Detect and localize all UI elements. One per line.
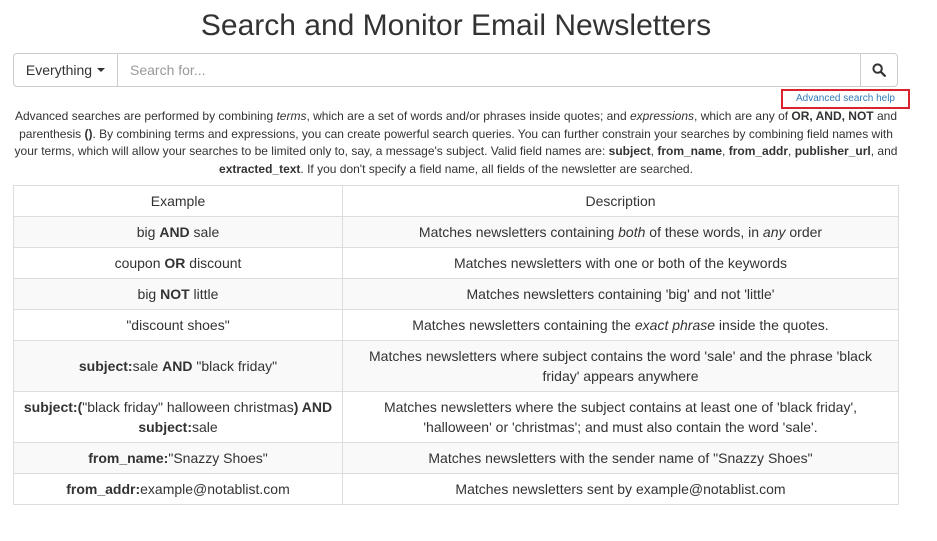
table-row	[14, 279, 899, 310]
description-cell: Matches newsletters where the subject contains at least one of 'black friday', 'halloween' or 'christmas'; and must also contain the word 'sale'.	[343, 392, 899, 443]
search-bar	[13, 53, 898, 87]
advanced-search-description: Advanced searches are performed by combining terms, which are a set of words and/or phrases inside quotes; and expressions, which are any of OR, AND, NOT and parenthesis (). By combining terms and expressions, you can create powerful search queries. You can further constrain your searches by combining field names with your terms, which will allow your searches to be limited only to, say, a message's subject. Valid field names are: subject, from_name, from_addr, publisher_url, and extracted_text. If you don't specify a field name, all fields of the newsletter are searched.	[14, 109, 898, 176]
table-row	[14, 248, 899, 279]
example-cell: "discount shoes"	[14, 310, 343, 341]
description-cell: Matches newsletters containing both of these words, in any order	[343, 217, 899, 248]
example-cell: from_name:"Snazzy Shoes"	[14, 443, 343, 474]
example-cell: big AND sale	[14, 217, 343, 248]
page-title: Search and Monitor Email Newsletters	[200, 9, 712, 42]
description-cell: Matches newsletters containing the exact phrase inside the quotes.	[343, 310, 899, 341]
table-row	[14, 341, 899, 392]
table-header-row	[14, 186, 899, 217]
table-row	[14, 474, 899, 505]
example-cell: big NOT little	[14, 279, 343, 310]
column-header-description: Description	[343, 186, 899, 217]
table-row	[14, 443, 899, 474]
example-cell: subject:("black friday" halloween christmas) AND subject:sale	[14, 392, 343, 443]
table-row	[14, 217, 899, 248]
search-button[interactable]	[860, 53, 898, 87]
description-cell: Matches newsletters sent by example@notablist.com	[343, 474, 899, 505]
table-row	[14, 392, 899, 443]
search-icon	[872, 63, 886, 77]
scope-dropdown-button[interactable]	[13, 53, 118, 87]
description-cell: Matches newsletters containing 'big' and not 'little'	[343, 279, 899, 310]
column-header-example: Example	[14, 186, 343, 217]
example-cell: coupon OR discount	[14, 248, 343, 279]
description-cell: Matches newsletters with the sender name of "Snazzy Shoes"	[343, 443, 899, 474]
description-cell: Matches newsletters with one or both of the keywords	[343, 248, 899, 279]
search-examples-table	[13, 185, 899, 505]
example-cell: subject:sale AND "black friday"	[14, 341, 343, 392]
description-cell: Matches newsletters where subject contains the word 'sale' and the phrase 'black friday' appears anywhere	[343, 341, 899, 392]
caret-down-icon	[97, 68, 105, 72]
advanced-search-help-link[interactable]: Advanced search help	[781, 89, 910, 109]
search-input[interactable]	[118, 53, 860, 87]
table-row	[14, 310, 899, 341]
example-cell: from_addr:example@notablist.com	[14, 474, 343, 505]
scope-dropdown-label: Everything	[25, 62, 93, 78]
